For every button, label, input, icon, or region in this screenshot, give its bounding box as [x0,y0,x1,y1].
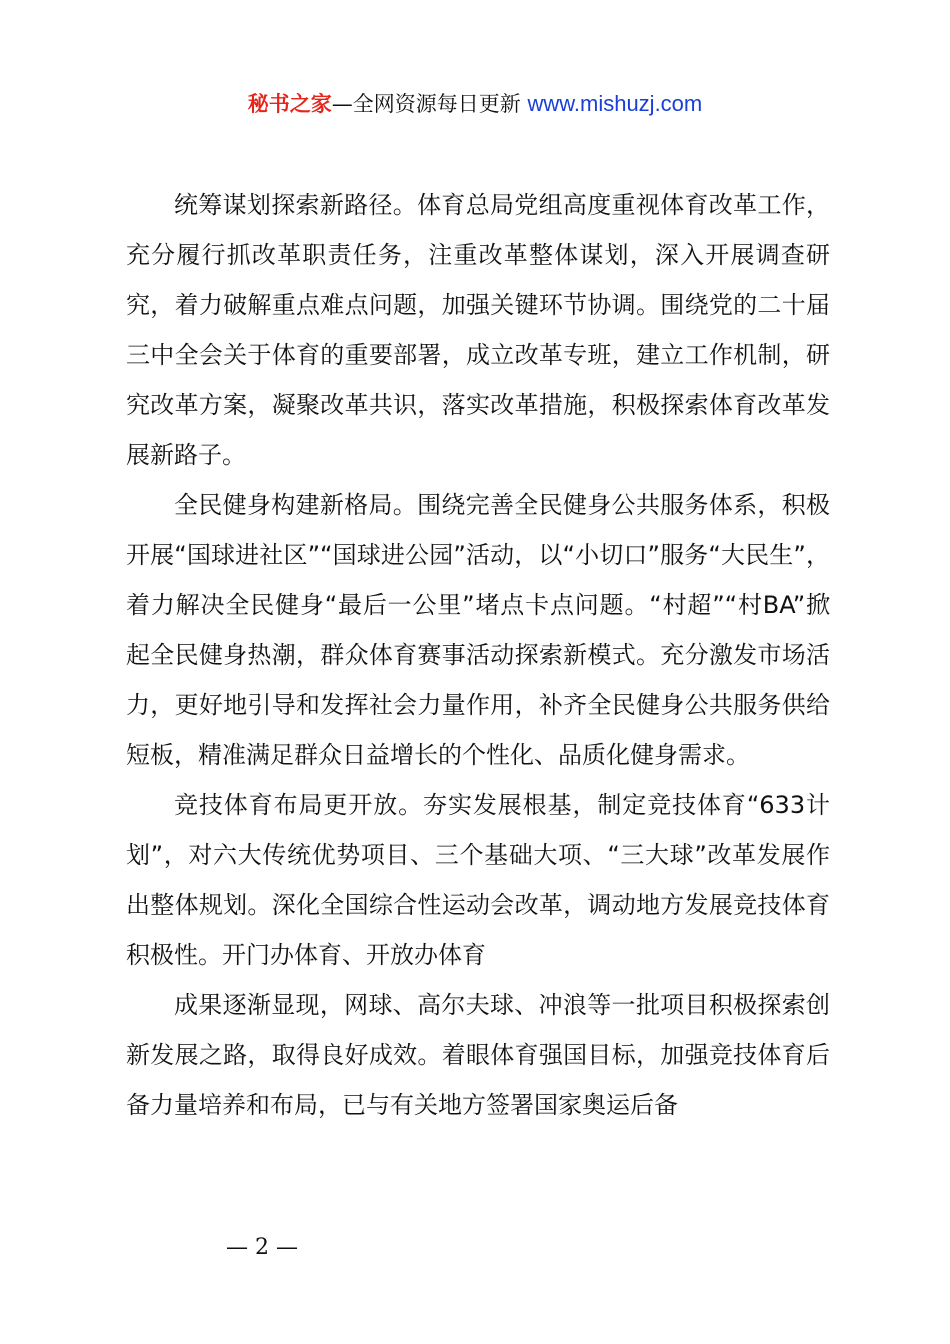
paragraph-competitive-sports: 竞技体育布局更开放。夯实发展根基，制定竞技体育“633计划”，对六大传统优势项目、三个基础大项、“三大球”改革发展作出整体规划。深化全国综合性运动会改革，调动地方发展竞技体育积极性。开门办体育、开放办体育 [126,791,830,969]
document-body [126,180,830,1130]
brand-name: 秘书之家 [247,92,332,116]
paragraph-achievements: 成果逐渐显现，网球、高尔夫球、冲浪等一批项目积极探索创新发展之路，取得良好成效。着眼体育强国目标，加强竞技体育后备力量培养和布局，已与有关地方签署国家奥运后备 [126,991,830,1119]
paragraph-reform-planning: 统筹谋划探索新路径。体育总局党组高度重视体育改革工作，充分履行抓改革职责任务，注重改革整体谋划，深入开展调查研究，着力破解重点难点问题，加强关键环节协调。围绕党的二十届三中全会关于体育的重要部署，成立改革专班，建立工作机制，研究改革方案，凝聚改革共识，落实改革措施，积极探索体育改革发展新路子。 [126,191,830,469]
page-number: — 2 — [226,1235,298,1260]
paragraph-national-fitness: 全民健身构建新格局。围绕完善全民健身公共服务体系，积极开展“国球进社区”“国球进公园”活动，以“小切口”服务“大民生”，着力解决全民健身“最后一公里”堵点卡点问题。“村超”“村BA”掀起全民健身热潮，群众体育赛事活动探索新模式。充分激发市场活力，更好地引导和发挥社会力量作用，补齐全民健身公共服务供给短板，精准满足群众日益增长的个性化、品质化健身需求。 [126,491,830,769]
header-tagline: —全网资源每日更新 [331,92,528,116]
site-header [0,86,950,122]
site-url-link[interactable]: www.mishuzj.com [527,91,703,116]
